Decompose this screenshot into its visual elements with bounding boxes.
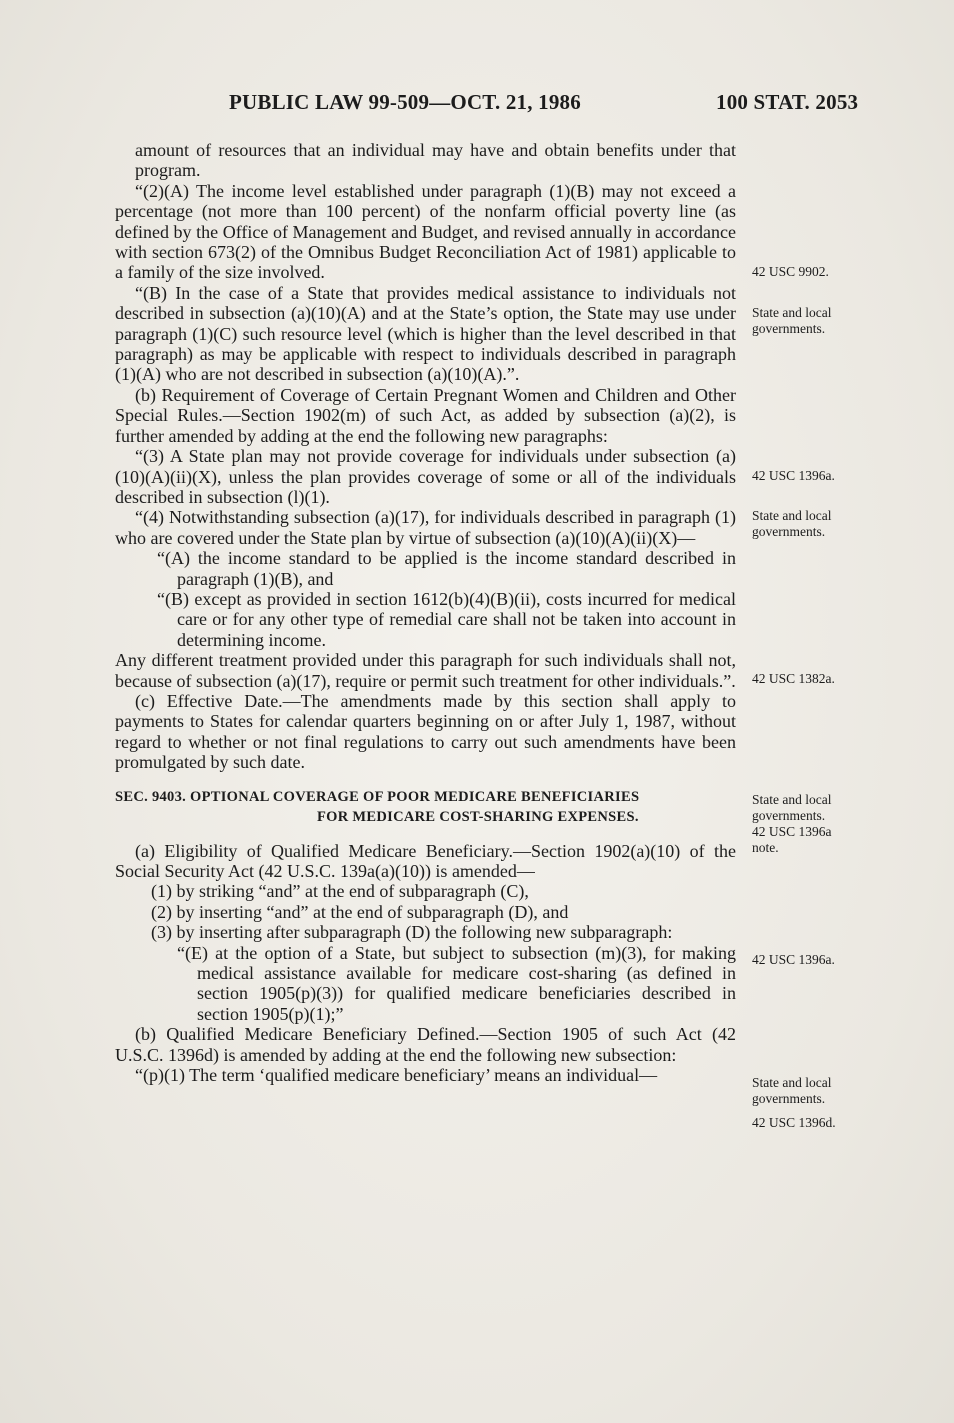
clause-3: (3) by inserting after subparagraph (D) the following new subparagraph: [151,922,673,943]
paragraph-4: “(4) Notwithstanding subsection (a)(17), for individuals described in paragraph (1) who are covered under the State plan by virtue of subsection (a)(10)(A)(ii)(X)— [115,507,736,548]
clause-2: (2) by inserting “and” at the end of subparagraph (D), and [151,901,569,922]
margin-note-state-local-3: State and local governments. 42 USC 1396a note. [752,792,832,855]
subsection-a-eligibility: (a) Eligibility of Qualified Medicare Beneficiary.—Section 1902(a)(10) of the Social Security Act (42 U.S.C. 139a(a)(10)) is amended— [115,840,736,881]
section-heading-line2: FOR MEDICARE COST-SHARING EXPENSES. [317,808,639,825]
paragraph-continuation: amount of resources that an individual may have and obtain benefits under that program. [135,140,736,181]
margin-note-1396a-1: 42 USC 1396a. [752,468,835,483]
margin-note-state-local-2: State and local governments. [752,508,832,539]
margin-note-state-local-1: State and local governments. [752,305,832,336]
subsection-b-qmb-defined: (b) Qualified Medicare Beneficiary Defined.—Section 1905 of such Act (42 U.S.C. 1396d) is amended by adding at the end the following new subsection: [115,1024,736,1065]
running-header-stat: 100 STAT. 2053 [716,90,859,114]
running-header-law: PUBLIC LAW 99-509—OCT. 21, 1986 [229,90,581,114]
paragraph-4a: “(A) the income standard to be applied is the income standard described in paragraph (1)(B), and [157,548,736,589]
clause-1: (1) by striking “and” at the end of subparagraph (C), [151,881,529,902]
margin-note-state-local-4: State and local governments. [752,1075,832,1106]
paragraph-2b: “(B) In the case of a State that provides medical assistance to individuals not described in subsection (a)(10)(A) and at the State’s option, the State may use under paragraph (1)(C) such resource level (which is higher than the level described in that paragraph) as may be applicable with respect to individuals described in paragraph (1)(A) who are not described in subsection (a)(10)(A).”. [115,282,736,385]
margin-note-1382a: 42 USC 1382a. [752,671,835,686]
section-heading-line1: SEC. 9403. OPTIONAL COVERAGE OF POOR MEDICARE BENEFICIARIES [115,788,640,805]
paragraph-2a: “(2)(A) The income level established under paragraph (1)(B) may not exceed a percentage (not more than 100 percent) of the nonfarm official poverty line (as defined by the Office of Management and Budget, and revised annually in accordance with section 673(2) of the Omnibus Budget Reconciliation Act of 1981) applicable to a family of the size involved. [115,180,736,283]
margin-note-9902: 42 USC 9902. [752,264,829,279]
clause-3e: “(E) at the option of a State, but subject to subsection (m)(3), for making medical assistance available for medicare cost-sharing (as defined in section 1905(p)(3)) for qualified medicare beneficiaries described in section 1905(p)(1);” [177,942,736,1024]
subsection-b-heading: (b) Requirement of Coverage of Certain Pregnant Women and Children and Other Special Rules.—Section 1902(m) of such Act, as added by subsection (a)(2), is further amended by adding at the end the following new paragraphs: [115,384,736,446]
paragraph-different-treatment: Any different treatment provided under this paragraph for such individuals shall not, because of subsection (a)(17), require or permit such treatment for other individuals.”. [115,650,736,691]
margin-note-1396a-2: 42 USC 1396a. [752,952,835,967]
section-heading [115,787,736,827]
paragraph-4b: “(B) except as provided in section 1612(b)(4)(B)(ii), costs incurred for medical care or for any other type of remedial care shall not be taken into account in determining income. [157,588,736,650]
margin-note-1396d: 42 USC 1396d. [752,1115,836,1130]
statute-body [115,140,736,1085]
paragraph-p1: “(p)(1) The term ‘qualified medicare beneficiary’ means an individual— [135,1065,658,1086]
paragraph-3: “(3) A State plan may not provide coverage for individuals under subsection (a)(10)(A)(ii)(X), unless the plan provides coverage of some or all of the individuals described in subsection (l)(1). [115,446,736,507]
subsection-c-effective-date: (c) Effective Date.—The amendments made by this section shall apply to payments to States for calendar quarters beginning on or after July 1, 1987, without regard to whether or not final regulations to carry out such amendments have been promulgated by such date. [115,690,736,773]
